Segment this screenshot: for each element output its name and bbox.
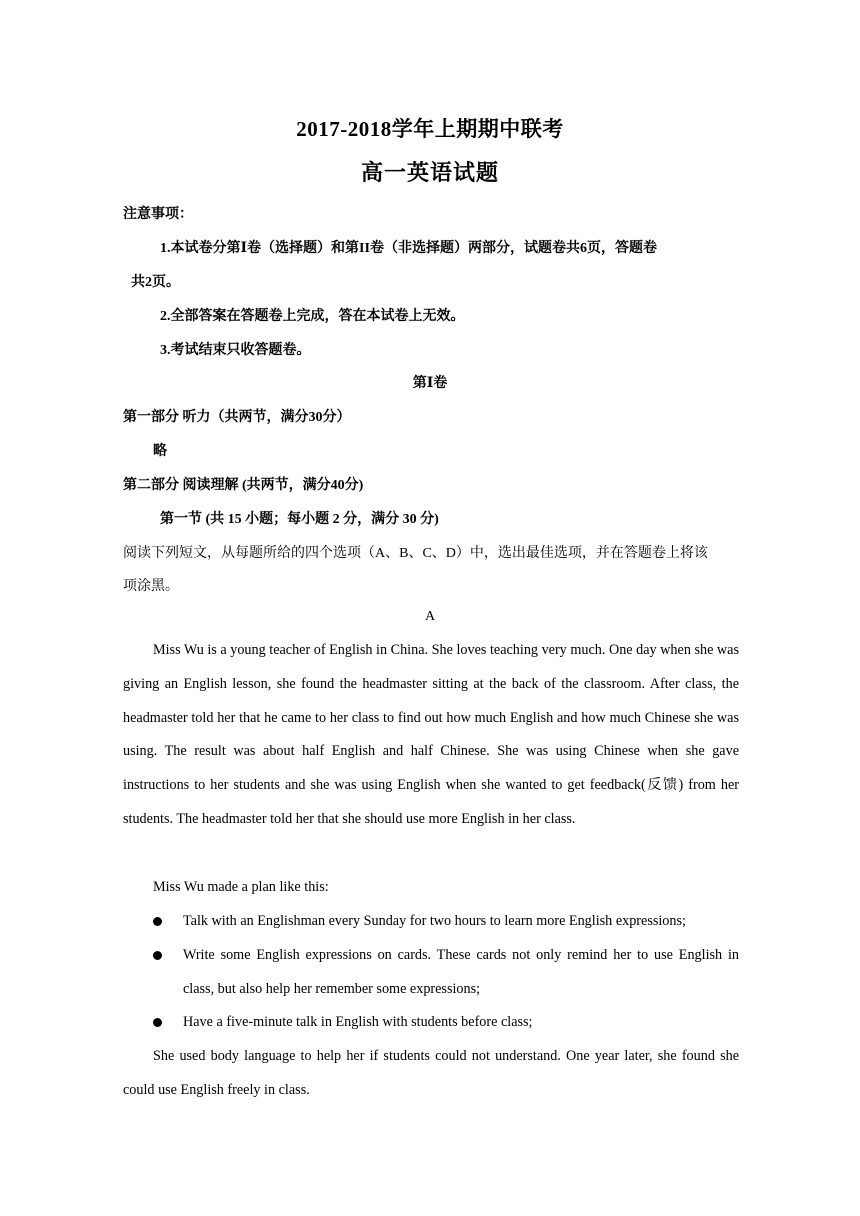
exam-title: 2017-2018学年上期期中联考 [296, 117, 564, 141]
plan-bullet-text: Write some English expressions on cards. These cards not only remind her to use English in class, but also help her remember some expressions; [183, 947, 739, 997]
part-one-heading: 第一部分 听力（共两节，满分30分） [123, 410, 351, 425]
exam-subtitle: 高一英语试题 [360, 160, 499, 185]
notes-heading: 注意事项： [123, 207, 193, 222]
note-item-1-line-2: 共2页。 [131, 275, 180, 290]
part-one-note: 略 [153, 444, 167, 459]
plan-bullet-2 [153, 939, 739, 1007]
bullet-dot-icon [153, 917, 162, 926]
passage-label: A [424, 609, 436, 624]
note-item-1-line-1: 1.本试卷分第Ⅰ卷（选择题）和第II卷（非选择题）两部分，试题卷共6页，答题卷 [160, 241, 657, 256]
plan-bullet-1 [153, 905, 739, 939]
note-item-2: 2.全部答案在答题卷上完成，答在本试卷上无效。 [160, 309, 465, 324]
passage-paragraph-3: She used body language to help her if students could not understand. One year later, she found she could use English freely in class. [123, 1048, 739, 1098]
bullet-dot-icon [153, 1018, 162, 1027]
volume-heading: 第Ⅰ卷 [412, 376, 448, 391]
passage-paragraph-1: Miss Wu is a young teacher of English in China. She loves teaching very much. One day when she was giving an English lesson, she found the headmaster sitting at the back of the classroom. After class, the headmaster told her that he came to her class to find out how much English and how much Chinese she was using. The result was about half English and half Chinese. She was using Chinese when she gave instructions to her students and she was using English when she wanted to get feedback(反馈) from her students. The headmaster told her that she should use more English in her class. [123, 642, 739, 827]
plan-bullet-text: Talk with an Englishman every Sunday for two hours to learn more English expressions; [183, 913, 686, 929]
instruction-line-1: 阅读下列短文，从每题所给的四个选项（A、B、C、D）中，选出最佳选项，并在答题卷上将该 [123, 546, 708, 561]
section-one-heading: 第一节 (共 15 小题；每小题 2 分，满分 30 分) [160, 512, 439, 527]
plan-bullet-text: Have a five-minute talk in English with students before class; [183, 1014, 533, 1030]
bullet-dot-icon [153, 951, 162, 960]
part-two-heading: 第二部分 阅读理解 (共两节，满分40分) [123, 478, 364, 493]
plan-bullet-3 [153, 1006, 739, 1040]
passage-paragraph-2: Miss Wu made a plan like this: [153, 879, 329, 895]
instruction-line-2: 项涂黑。 [123, 579, 179, 594]
note-item-3: 3.考试结束只收答题卷。 [160, 343, 311, 358]
